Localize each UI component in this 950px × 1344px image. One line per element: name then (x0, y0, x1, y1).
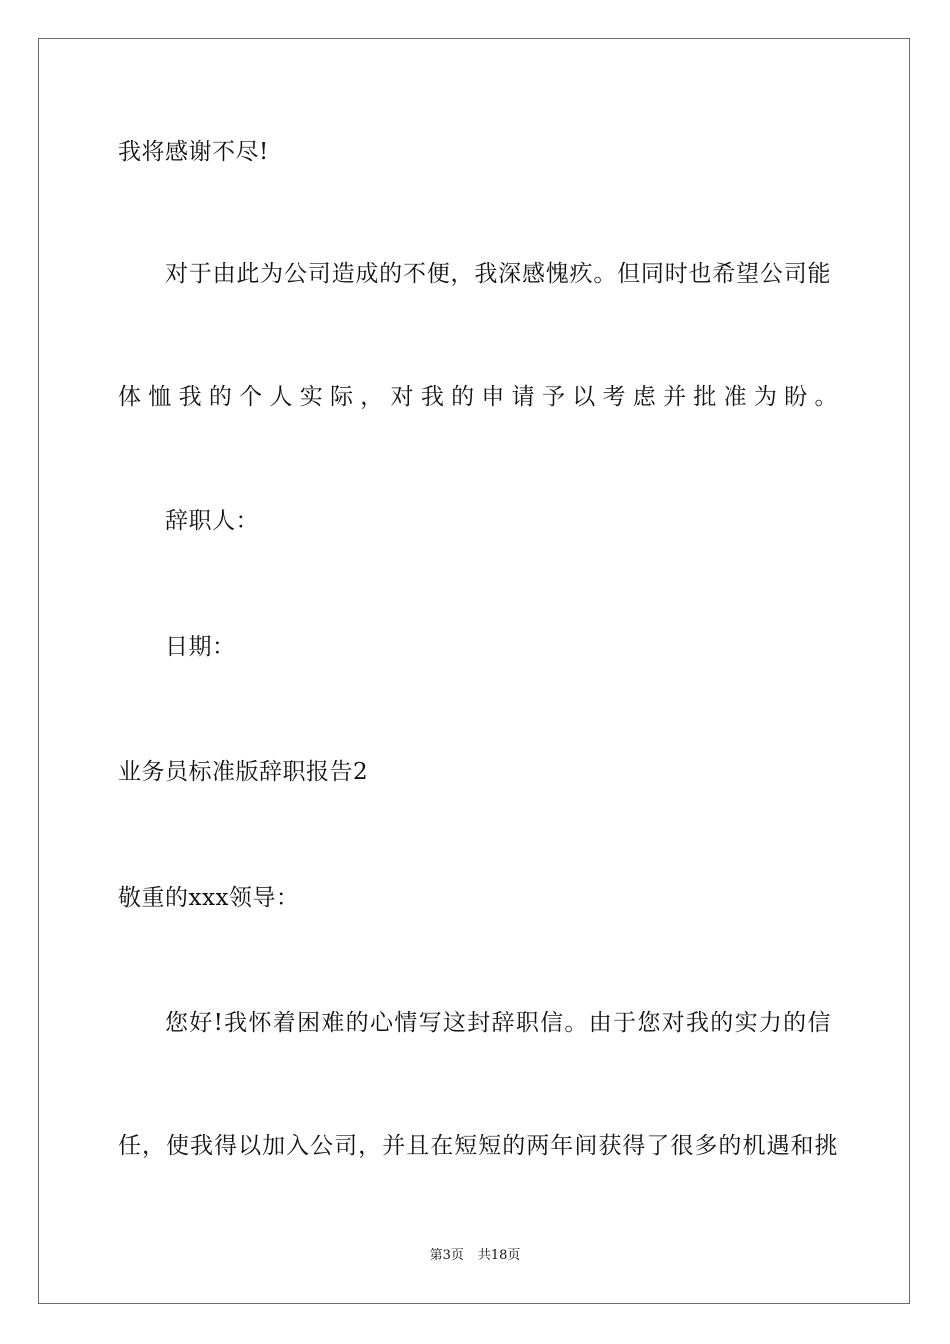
section-title: 业务员标准版辞职报告2 (118, 759, 369, 785)
salutation: 敬重的xxx领导： (118, 885, 300, 911)
text-line: 我将感谢不尽! (118, 139, 269, 165)
signature-label: 辞职人： (165, 508, 259, 534)
page-number: 第3页 (429, 1248, 464, 1263)
page-footer (0, 1247, 950, 1265)
paragraph-line: 您好!我怀着困难的心情写这封辞职信。由于您对我的实力的信 (165, 1010, 831, 1036)
paragraph-line: 对于由此为公司造成的不便，我深感愧疚。但同时也希望公司能 (165, 261, 831, 287)
paragraph-line: 体恤我的个人实际，对我的申请予以考虑并批准为盼。 (118, 384, 838, 410)
date-label: 日期： (165, 634, 236, 660)
page-total: 共18页 (477, 1248, 521, 1263)
paragraph-line: 任，使我得以加入公司，并且在短短的两年间获得了很多的机遇和挑 (118, 1133, 838, 1159)
page-border (38, 38, 910, 1304)
